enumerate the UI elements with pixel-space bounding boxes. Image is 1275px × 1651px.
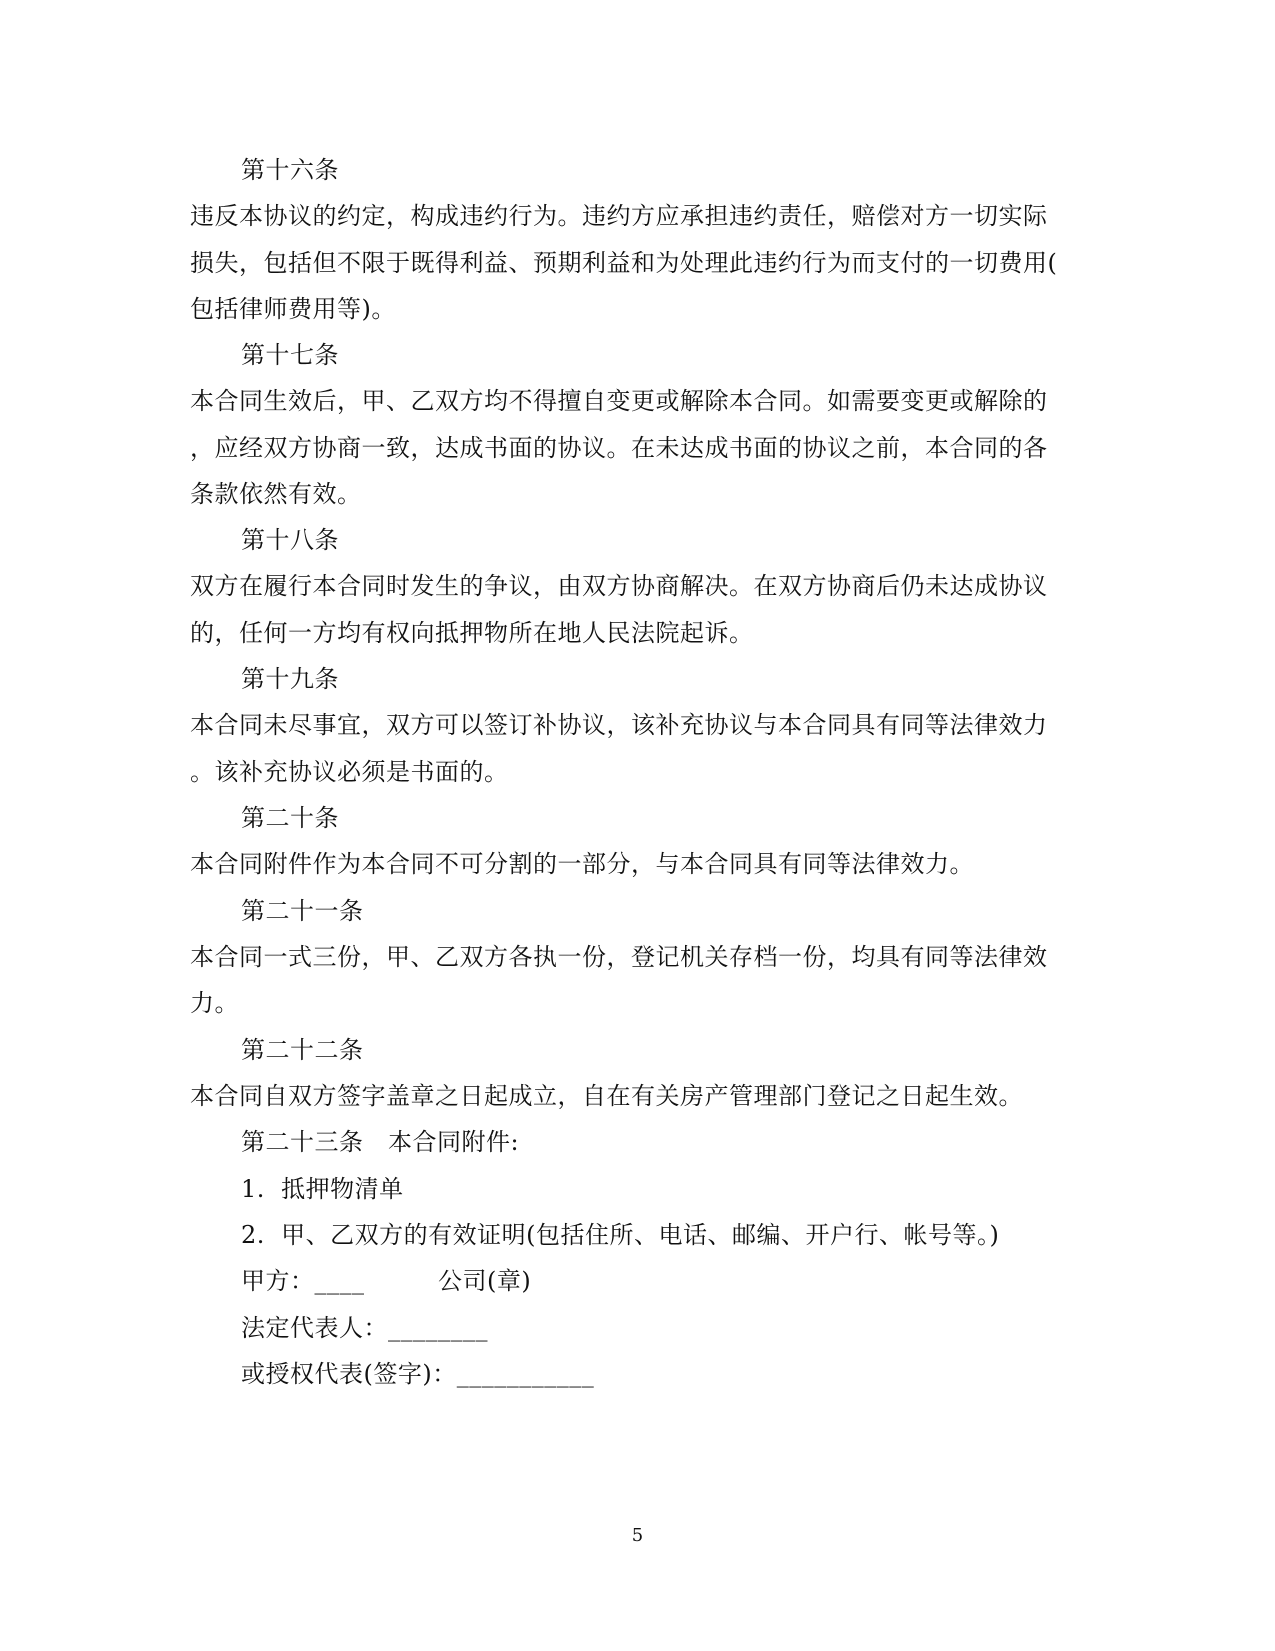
- attachment-item-2: 2. 甲、乙双方的有效证明(包括住所、电话、邮编、开户行、帐号等。): [241, 1221, 1000, 1249]
- article-20-line-1: 本合同附件作为本合同不可分割的一部分，与本合同具有同等法律效力。: [190, 850, 974, 878]
- article-17-heading: 第十七条: [241, 341, 339, 369]
- article-18-line-1: 双方在履行本合同时发生的争议，由双方协商解决。在双方协商后仍未达成协议: [190, 572, 1048, 600]
- article-18-heading: 第十八条: [241, 526, 339, 554]
- article-19-line-2: 。该补充协议必须是书面的。: [190, 758, 509, 786]
- article-20-heading: 第二十条: [241, 804, 339, 832]
- article-19-heading: 第十九条: [241, 665, 339, 693]
- article-17-line-2: ，应经双方协商一致，达成书面的协议。在未达成书面的协议之前，本合同的各: [190, 434, 1048, 462]
- page-number: 5: [631, 1525, 644, 1546]
- signature-legal-representative: 法定代表人：________: [241, 1314, 488, 1342]
- article-16-line-1: 违反本协议的约定，构成违约行为。违约方应承担违约责任，赔偿对方一切实际: [190, 202, 1048, 230]
- article-16-heading: 第十六条: [241, 156, 339, 184]
- article-16-line-3: 包括律师费用等)。: [190, 295, 396, 323]
- article-18-line-2: 的，任何一方均有权向抵押物所在地人民法院起诉。: [190, 619, 754, 647]
- signature-authorized-representative: 或授权代表(签字)：___________: [241, 1360, 595, 1388]
- article-21-line-2: 力。: [190, 989, 239, 1017]
- article-16-line-2: 损失，包括但不限于既得利益、预期利益和为处理此违约行为而支付的一切费用(: [190, 249, 1058, 277]
- article-19-line-1: 本合同未尽事宜，双方可以签订补协议，该补充协议与本合同具有同等法律效力: [190, 711, 1048, 739]
- attachment-item-1: 1. 抵押物清单: [241, 1175, 404, 1203]
- signature-party-a: 甲方：____ 公司(章): [241, 1267, 532, 1295]
- article-17-line-3: 条款依然有效。: [190, 480, 362, 508]
- article-23-heading: 第二十三条 本合同附件:: [241, 1128, 520, 1156]
- article-17-line-1: 本合同生效后，甲、乙双方均不得擅自变更或解除本合同。如需要变更或解除的: [190, 387, 1048, 415]
- article-21-heading: 第二十一条: [241, 897, 364, 925]
- article-22-heading: 第二十二条: [241, 1036, 364, 1064]
- article-21-line-1: 本合同一式三份，甲、乙双方各执一份，登记机关存档一份，均具有同等法律效: [190, 943, 1048, 971]
- article-22-line-1: 本合同自双方签字盖章之日起成立，自在有关房产管理部门登记之日起生效。: [190, 1082, 1023, 1110]
